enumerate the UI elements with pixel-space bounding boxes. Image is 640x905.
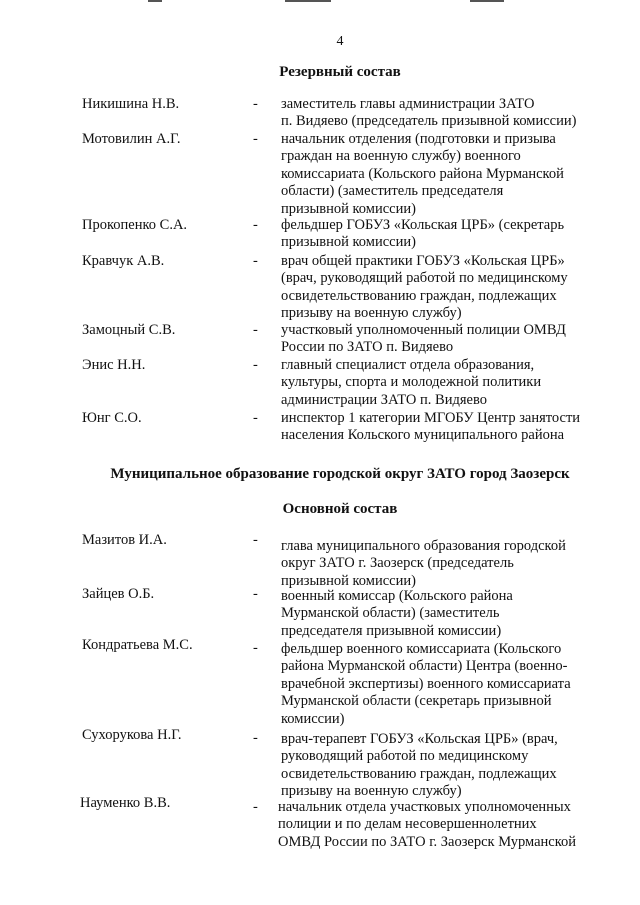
member-name: Юнг С.О. bbox=[82, 410, 142, 426]
member-dash: - bbox=[253, 532, 258, 548]
member-dash: - bbox=[253, 730, 258, 746]
member-name: Мотовилин А.Г. bbox=[82, 131, 181, 147]
member-role-line: комиссариата (Кольского района Мурманской bbox=[281, 165, 564, 182]
member-role-line: призыву на военную службу) bbox=[281, 783, 462, 800]
member-role bbox=[281, 410, 580, 445]
member-dash: - bbox=[253, 96, 258, 112]
member-role bbox=[281, 731, 558, 801]
member-role-line: администрации ЗАТО п. Видяево bbox=[281, 391, 487, 408]
member-dash: - bbox=[253, 410, 258, 426]
member-role bbox=[281, 357, 541, 409]
member-role-line: начальник отделения (подготовки и призыва bbox=[281, 131, 556, 147]
member-role-line: освидетельствованию граждан, подлежащих bbox=[281, 765, 557, 782]
member-dash: - bbox=[253, 217, 258, 233]
member-role-line: России по ЗАТО п. Видяево bbox=[281, 339, 454, 356]
section-heading-municipality: Муниципальное образование городской округ ЗАТО город Заозерск bbox=[110, 466, 570, 482]
member-name: Зайцев О.Б. bbox=[82, 586, 155, 602]
member-name: Кравчук А.В. bbox=[82, 253, 165, 269]
member-name: Никишина Н.В. bbox=[82, 96, 180, 112]
member-role-line: призывной комиссии) bbox=[281, 234, 416, 251]
member-role bbox=[281, 96, 576, 131]
member-dash: - bbox=[253, 586, 258, 602]
member-role-line: глава муниципального образования городской bbox=[281, 538, 566, 554]
member-role bbox=[281, 538, 566, 590]
scan-edge-mark bbox=[285, 0, 331, 2]
page-number: 4 bbox=[336, 34, 344, 49]
member-name: Замоцный С.В. bbox=[82, 322, 176, 338]
member-role bbox=[281, 131, 564, 218]
member-name: Энис Н.Н. bbox=[82, 357, 146, 373]
member-role-line: призыву на военную службу) bbox=[281, 305, 462, 322]
member-role bbox=[278, 799, 576, 851]
member-role bbox=[281, 588, 513, 640]
member-role-line: области) (заместитель председателя bbox=[281, 183, 504, 200]
member-role-line: призывной комиссии) bbox=[281, 572, 416, 589]
member-name: Науменко В.В. bbox=[80, 795, 171, 811]
member-dash: - bbox=[253, 799, 258, 815]
scan-edge-mark bbox=[470, 0, 504, 2]
member-role-line: (врач, руководящий работой по медицинскому bbox=[281, 270, 568, 287]
section-heading-reserve: Резервный состав bbox=[279, 64, 401, 80]
member-name: Прокопенко С.А. bbox=[82, 217, 188, 233]
member-role-line: культуры, спорта и молодежной политики bbox=[281, 374, 542, 391]
member-role-line: фельдшер военного комиссариата (Кольского bbox=[281, 641, 562, 657]
member-role-line: военный комиссар (Кольского района bbox=[281, 588, 513, 604]
member-dash: - bbox=[253, 131, 258, 147]
section-heading-main: Основной состав bbox=[282, 501, 398, 517]
member-role-line: Мурманской области (секретарь призывной bbox=[281, 693, 552, 710]
member-role-line: врач-терапевт ГОБУЗ «Кольская ЦРБ» (врач, bbox=[281, 731, 558, 747]
member-role bbox=[281, 322, 566, 357]
member-name: Сухорукова Н.Г. bbox=[82, 727, 182, 743]
member-role-line: инспектор 1 категории МГОБУ Центр занятости bbox=[281, 410, 581, 426]
member-role-line: полиции и по делам несовершеннолетних bbox=[278, 816, 537, 833]
member-role-line: врач общей практики ГОБУЗ «Кольская ЦРБ» bbox=[281, 253, 565, 269]
member-role-line: начальник отдела участковых уполномоченных bbox=[278, 799, 571, 815]
member-role-line: руководящий работой по медицинскому bbox=[281, 748, 529, 765]
member-role-line: призывной комиссии) bbox=[281, 200, 416, 217]
member-role-line: участковый уполномоченный полиции ОМВД bbox=[281, 322, 566, 338]
member-role-line: округ ЗАТО г. Заозерск (председатель bbox=[281, 555, 514, 572]
member-role-line: врачебной экспертизы) военного комиссариата bbox=[281, 675, 571, 692]
member-dash: - bbox=[253, 640, 258, 656]
member-dash: - bbox=[253, 322, 258, 338]
member-dash: - bbox=[253, 253, 258, 269]
member-name: Кондратьева М.С. bbox=[82, 637, 193, 653]
member-role-line: фельдшер ГОБУЗ «Кольская ЦРБ» (секретарь bbox=[281, 217, 565, 233]
member-name: Мазитов И.А. bbox=[82, 532, 167, 548]
member-role-line: населения Кольского муниципального района bbox=[281, 427, 565, 444]
member-role-line: Мурманской области) (заместитель bbox=[281, 605, 500, 622]
member-role-line: граждан на военную службу) военного bbox=[281, 148, 521, 165]
member-role-line: освидетельствованию граждан, подлежащих bbox=[281, 287, 557, 304]
member-role bbox=[281, 641, 571, 728]
member-role-line: заместитель главы администрации ЗАТО bbox=[281, 96, 535, 112]
member-role-line: района Мурманской области) Центра (военно- bbox=[281, 658, 568, 675]
member-role-line: главный специалист отдела образования, bbox=[281, 357, 535, 373]
member-role-line: комиссии) bbox=[281, 710, 345, 727]
scan-edge-mark bbox=[148, 0, 162, 2]
member-role-line: п. Видяево (председатель призывной комиссии) bbox=[281, 113, 577, 130]
member-role bbox=[281, 217, 564, 252]
member-dash: - bbox=[253, 357, 258, 373]
member-role-line: председателя призывной комиссии) bbox=[281, 622, 502, 639]
member-role bbox=[281, 253, 568, 323]
member-role-line: ОМВД России по ЗАТО г. Заозерск Мурманской bbox=[278, 833, 577, 850]
